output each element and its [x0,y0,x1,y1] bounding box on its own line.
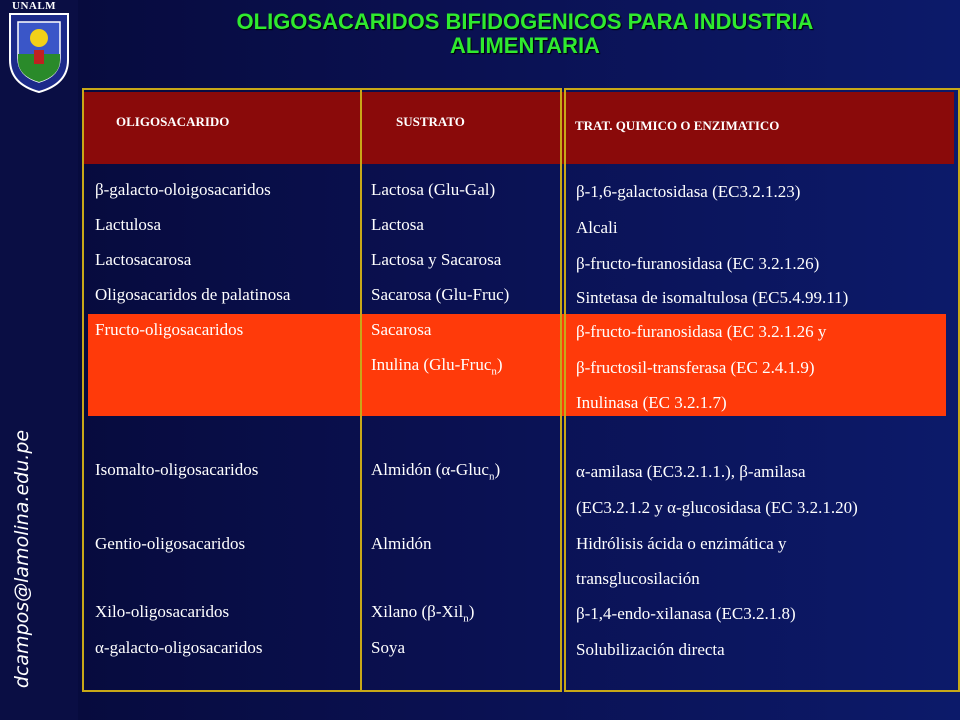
tratamiento-cell: Inulinasa (EC 3.2.1.7) [576,393,727,412]
column-tratamiento-panel [564,88,960,692]
tratamiento-cell: β-1,4-endo-xilanasa (EC3.2.1.8) [576,604,796,623]
unalm-label: UNALM [12,0,57,12]
oligo-cell: Oligosacaridos de palatinosa [95,285,291,304]
tratamiento-cell: β-fructo-furanosidasa (EC 3.2.1.26 y [576,322,827,341]
sustrato-cell [371,460,500,486]
header-sustrato: SUSTRATO [396,114,465,129]
title-line-1: OLIGOSACARIDOS BIFIDOGENICOS PARA INDUSTRIA [236,9,814,34]
tratamiento-cell: Hidrólisis ácida o enzimática y [576,534,787,553]
sustrato-cell: Sacarosa (Glu-Fruc) [371,285,510,304]
oligo-cell: Fructo-oligosacaridos [95,320,244,339]
sustrato-cell: Soya [371,638,405,657]
sustrato-cell: Almidón [371,534,432,553]
side-email-text: dcampos@lamolina.edu.pe [11,429,33,689]
oligo-cell: β-galacto-oloigosacaridos [95,180,271,199]
tratamiento-cell: β-fructosil-transferasa (EC 2.4.1.9) [576,358,815,377]
subscript-n: n [488,470,495,483]
sustrato-cell [371,602,474,628]
sustrato-cell: Sacarosa [371,320,432,339]
sustrato-text-tail: ) [468,602,475,621]
header-tratamiento: TRAT. QUIMICO O ENZIMATICO [575,118,780,133]
oligo-cell: Lactosacarosa [95,250,192,269]
sustrato-text: Inulina (Glu-Fruc [371,355,492,374]
oligo-cell: Lactulosa [95,215,162,234]
sustrato-text: Almidón (α-Gluc [371,460,489,479]
tratamiento-cell: Sintetasa de isomaltulosa (EC5.4.99.11) [576,288,849,307]
tratamiento-cell: Alcali [576,218,618,237]
tratamiento-cell: Solubilización directa [576,640,725,659]
sustrato-text: Xilano (β-Xil [371,602,464,621]
sustrato-cell: Lactosa (Glu-Gal) [371,180,496,199]
tratamiento-cell: (EC3.2.1.2 y α-glucosidasa (EC 3.2.1.20) [576,498,858,517]
tratamiento-cell: β-fructo-furanosidasa (EC 3.2.1.26) [576,254,820,273]
tratamiento-cell: α-amilasa (EC3.2.1.1.), β-amilasa [576,462,806,481]
oligo-cell: Isomalto-oligosacaridos [95,460,259,479]
oligo-cell: Gentio-oligosacaridos [95,534,246,553]
university-crest-logo [4,10,74,94]
tratamiento-cell: transglucosilación [576,569,700,588]
slide-title [100,10,950,58]
subscript-n: n [491,365,497,378]
sustrato-cell [371,355,503,381]
header-oligosacarido: OLIGOSACARIDO [116,114,230,129]
sustrato-text-tail: ) [496,355,503,374]
title-line-2: ALIMENTARIA [450,33,600,58]
sustrato-cell: Lactosa y Sacarosa [371,250,502,269]
oligo-cell: Xilo-oligosacaridos [95,602,230,621]
tratamiento-cell: β-1,6-galactosidasa (EC3.2.1.23) [576,182,801,201]
sustrato-text-tail: ) [494,460,501,479]
sustrato-cell: Lactosa [371,215,424,234]
oligo-cell: α-galacto-oligosacaridos [95,638,263,657]
subscript-n: n [463,612,469,625]
